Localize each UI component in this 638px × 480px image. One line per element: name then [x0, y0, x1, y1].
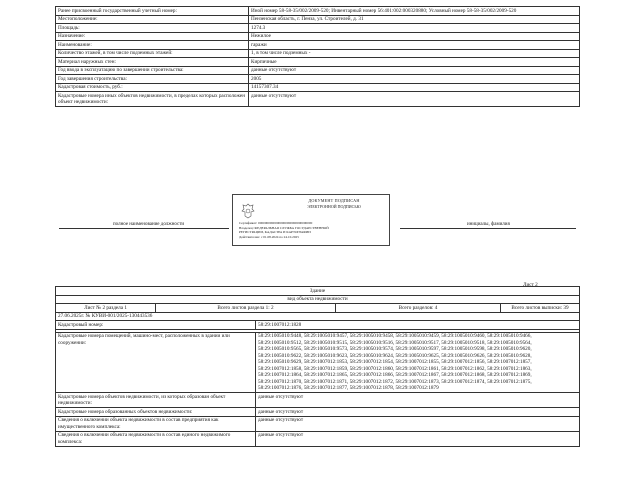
row-value: данные отсутствуют — [249, 66, 580, 75]
row-value: данные отсутствуют — [256, 393, 580, 408]
table-row — [56, 295, 580, 304]
e-signature-stamp — [232, 194, 390, 246]
row-label: Материал наружных стен: — [56, 58, 249, 67]
row-value: данные отсутствуют — [256, 431, 580, 446]
stamp-title: ДОКУМЕНТ ПОДПИСАН — [308, 198, 360, 203]
property-info-table — [55, 6, 580, 107]
row-value: 1274.3 — [249, 24, 580, 33]
row-label: Ранее присвоенный государственный учетный номер: — [56, 7, 249, 16]
row-value: Кирпичные — [249, 58, 580, 67]
table-row — [56, 41, 580, 50]
premises-value: 58:29:1005010:9448, 58:29:1005010:9457, 58:29:1005010:9458, 58:29:1005010:9459, 58:29:1005010:9460, 58:29:1005010:9466, 58:29:1005010:9512, 58:29:1005010:9515, 58:29:1005010:9516, 58:29:1005010:9517, 58:29:1005010:9518, 58:29:1005010:9564, 58:29:1005010:9565, 58:29:1005010:9573, 58:29:1005010:9574, 58:29:1005010:9597, 58:29:1005010:9598, 58:29:1005010:9620, 58:29:1005010:9622, 58:29:1005010:9623, 58:29:1005010:9624, 58:29:1005010:9625, 58:29:1005010:9626, 58:29:1005010:9628, 58:29:1005010:9629, 58:29:1007012:1853, 58:29:1007012:1854, 58:29:1007012:1855, 58:29:1007012:1856, 58:29:1007012:1857, 58:29:1007012:1858, 58:29:1007012:1859, 58:29:1007012:1860, 58:29:1007012:1861, 58:29:1007012:1862, 58:29:1007012:1863, 58:29:1007012:1864, 58:29:1007012:1865, 58:29:1007012:1866, 58:29:1007012:1867, 58:29:1007012:1868, 58:29:1007012:1869, 58:29:1007012:1870, 58:29:1007012:1871, 58:29:1007012:1872, 58:29:1007012:1873, 58:29:1007012:1874, 58:29:1007012:1875, 58:29:1007012:1876, 58:29:1007012:1877, 58:29:1007012:1878, 58:29:1007012:1879 — [256, 332, 580, 393]
row-label: Кадастровые номера образованных объектов недвижимости: — [56, 408, 256, 417]
row-value: данные отсутствуют — [249, 92, 580, 107]
page-label: Лист 2 — [523, 282, 538, 288]
stamp-line: Действителен: с 01.08.2024 по 24.10.2025 — [239, 234, 299, 239]
row-label: Назначение: — [56, 32, 249, 41]
row-value: Иной номер 58-58-35/002/2009-520; Инвентарный номер 56:401:002:000320880; Условный номер 58-58-35/002/2009-520 — [249, 7, 580, 16]
row-value: гаражи — [249, 41, 580, 50]
row-label: Наименование: — [56, 41, 249, 50]
total-sections: Всего разделов: 4 — [336, 304, 501, 313]
name-caption: инициалы, фамилия — [467, 222, 510, 227]
table-row — [56, 431, 580, 446]
stamp-subtitle: ЭЛЕКТРОННОЙ ПОДПИСЬЮ — [307, 204, 361, 209]
cadastral-value: 58:29:1007012:1828 — [256, 321, 580, 330]
row-value: 2005 — [249, 75, 580, 84]
stamp-line: Сертификат: 00000000000000000000000000000000 — [239, 221, 313, 225]
row-value: 14157307.34 — [249, 83, 580, 92]
row-label: Кадастровая стоимость, руб.: — [56, 83, 249, 92]
row-label: Площадь: — [56, 24, 249, 33]
table-row — [56, 32, 580, 41]
position-caption: полное наименование должности — [113, 222, 185, 227]
table-row — [56, 408, 580, 417]
table-row — [56, 416, 580, 431]
row-label: Местоположение: — [56, 15, 249, 24]
table-row — [56, 58, 580, 67]
row-label: Сведения о включении объекта недвижимости в состав единого недвижимого комплекса: — [56, 431, 256, 446]
table-row — [56, 7, 580, 16]
date-number: 27.06.2025г. № КУВИ-001/2025-130443536 — [56, 312, 580, 321]
row-label: Год завершения строительства: — [56, 75, 249, 84]
row-value: Нежилое — [249, 32, 580, 41]
row-value: Пензенская область, г. Пенза, ул. Строителей, д. 31 — [249, 15, 580, 24]
table-row — [56, 312, 580, 321]
table-row — [56, 393, 580, 408]
table-row — [56, 75, 580, 84]
table-row — [56, 83, 580, 92]
table-row — [56, 287, 580, 296]
row-value: 1, в том числе подземных - — [249, 49, 580, 58]
row-value: данные отсутствуют — [256, 416, 580, 431]
table-row — [56, 92, 580, 107]
table-row — [56, 49, 580, 58]
premises-label: Кадастровые номера помещений, машино-мест, расположенных в здании или сооружении: — [56, 332, 256, 393]
sheet-number: Лист № 2 раздела 1 — [56, 304, 156, 313]
stamp-line: РЕГИСТРАЦИИ, КАДАСТРА И КАРТОГРАФИИ — [239, 230, 311, 235]
total-sheets: Всего листов выписки: 39 — [501, 304, 580, 313]
row-label: Кадастровые номера объектов недвижимости, из которых образован объект недвижимости: — [56, 393, 256, 408]
stamp-details — [239, 221, 385, 239]
row-label: Кадастровые номера иных объектов недвижимости, в пределах которых расположен объект недвижимости: — [56, 92, 249, 107]
table-row — [56, 66, 580, 75]
object-type: Здание — [56, 287, 580, 296]
cadastral-label: Кадастровый номер: — [56, 321, 256, 330]
table-row — [56, 321, 580, 330]
row-label: Сведения о включении объекта недвижимости в состав предприятия как имущественного комплекса: — [56, 416, 256, 431]
building-section-table — [55, 286, 580, 447]
table-row — [56, 24, 580, 33]
total-sheets-section: Всего листов раздела 1: 2 — [156, 304, 336, 313]
table-row — [56, 332, 580, 393]
table-row — [56, 304, 580, 313]
row-label: Количество этажей, в том числе подземных этажей: — [56, 49, 249, 58]
coat-of-arms-icon — [241, 203, 255, 219]
row-value: данные отсутствуют — [256, 408, 580, 417]
table-row — [56, 15, 580, 24]
object-type-caption: вид объекта недвижимости — [56, 295, 580, 304]
row-label: Год ввода в эксплуатацию по завершении строительства: — [56, 66, 249, 75]
stamp-line: Владелец: ФЕДЕРАЛЬНАЯ СЛУЖБА ГОСУДАРСТВЕННОЙ — [239, 225, 329, 230]
